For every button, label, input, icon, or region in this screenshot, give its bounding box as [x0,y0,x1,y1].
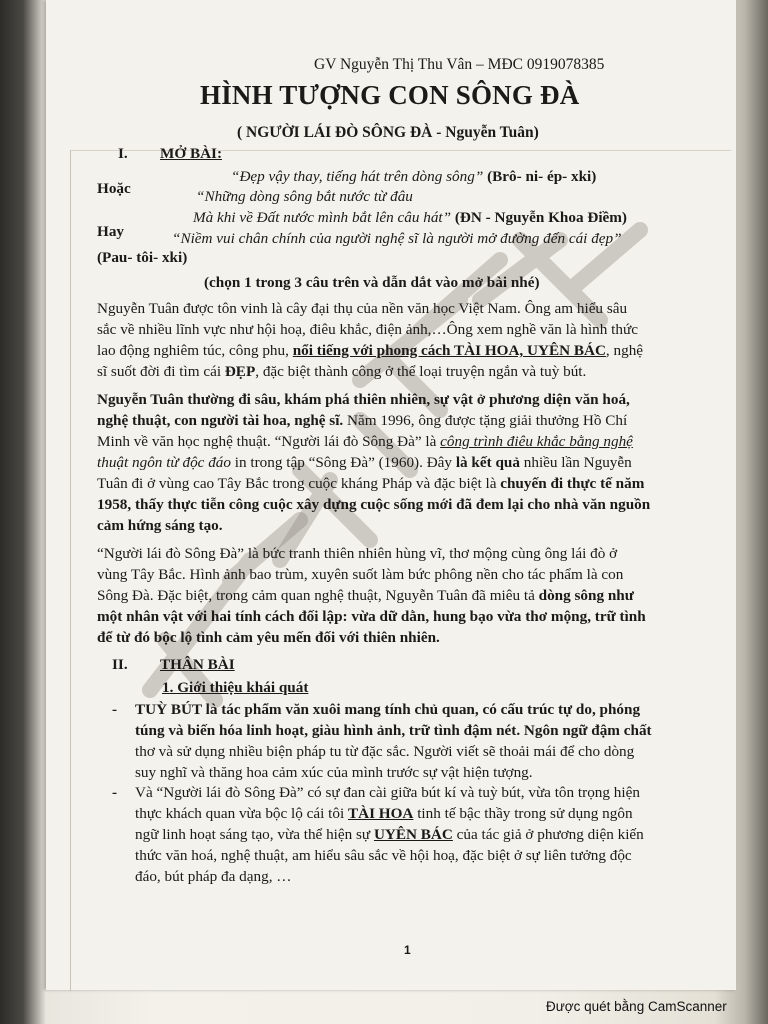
bullet2-line: đáo, bút pháp đa dạng, … [135,868,292,885]
para2-text: Minh về văn học nghệ thuật. “Người lái đò Sông Đà” là [97,433,441,450]
paragraph-2 [97,389,697,536]
para2-bold: chuyến đi thực tế năm [500,475,645,492]
para2-text: nhiều lần Nguyễn [519,454,632,471]
bullet-2 [135,782,700,887]
bullet1-bold: Ngôn ngữ đậm chất [520,722,652,739]
section-heading-intro: MỞ BÀI: [160,145,223,162]
label-hay: Hay [97,223,125,240]
bullet2-line: thức văn hoá, nghệ thuật, am hiểu sâu sắc về hội hoạ, đặc biệt ở sự liên tưởng độc [135,847,632,864]
quote-1-source: (Brô- ni- ép- xki) [483,168,597,185]
para2-text: Tuân đi ở vùng cao Tây Bắc trong cuộc kháng Pháp và đặc biệt là [97,475,501,492]
para2-line [97,410,697,431]
paragraph-3 [97,543,697,648]
para2-text: in trong tập “Sông Đà” (1960). Đây [231,454,456,471]
para3-line [97,585,697,606]
bullet1-text: là tác phẩm văn xuôi mang tính chủ quan, có cấu trúc tự do, phóng [201,701,641,718]
bullet1-line [135,699,700,720]
para2-line [97,473,697,494]
quote-2-source: (ĐN - Nguyễn Khoa Điềm) [451,209,627,226]
bullet2-text: tinh tế bậc thầy trong sử dụng ngôn [413,805,633,822]
beauty-highlight: ĐẸP [224,363,256,380]
para2-line [97,431,697,452]
para2-bold: là kết quả [455,454,520,471]
bullet1-line [135,720,700,741]
intro-instruction: (chọn 1 trong 3 câu trên và dẫn dắt vào mở bài nhé) [204,274,540,291]
para2-line: 1958, thấy thực tiễn công cuộc xây dựng cuộc sống mới đã đem lại cho nhà văn nguồn [97,496,651,513]
quote-2-line-2 [193,207,627,228]
section-heading-body: THÂN BÀI [160,656,235,673]
paragraph-1 [97,298,697,382]
para1-text: , đặc biệt thành công ở thể loại truyện ngắn và tuỳ bút. [255,363,587,380]
document-subtitle: ( NGƯỜI LÁI ĐÒ SÔNG ĐÀ - Nguyễn Tuân) [237,124,539,141]
para1-line: Nguyễn Tuân được tôn vinh là cây đại thụ của nền văn học Việt Nam. Ông am hiểu sâu [97,300,628,317]
para3-line: để từ đó bộc lộ tình cảm yêu mến đối với thiên nhiên. [97,629,440,646]
tuy-but-term: TUỲ BÚT [135,701,202,718]
para2-text: Năm 1996, ông được tặng giải thưởng Hồ Chí [343,412,628,429]
document-title: HÌNH TƯỢNG CON SÔNG ĐÀ [200,80,580,110]
para3-line: “Người lái đò Sông Đà” là bức tranh thiên nhiên hùng vĩ, thơ mộng cùng ông lái đò ở [97,545,618,562]
bullet2-line [135,824,700,845]
quote-3-text: “Niềm vui chân chính của người nghệ sĩ là người mở đường đến cái đẹp” [172,230,622,247]
para1-line [97,340,697,361]
bullet1-line: thơ và sử dụng nhiều biện pháp tu từ đặc sắc. Người viết sẽ thoải mái để cho dòng [135,743,635,760]
bullet-marker: - [112,784,118,801]
subsection-heading-1: 1. Giới thiệu khái quát [162,679,309,696]
para1-text: lao động nghiêm túc, công phu, [97,342,293,359]
page-number: 1 [404,943,411,957]
quote-2-line-1: “Những dòng sông bắt nước từ đâu [196,188,413,205]
para1-line [97,361,697,382]
quote-line-1 [231,166,596,187]
para1-line: sắc về nhiều lĩnh vực như hội hoạ, điêu khắc, điện ảnh,…Ông xem nghề văn là hình thức [97,321,638,338]
quote-1-text: “Đẹp vậy thay, tiếng hát trên dòng sông” [231,168,484,185]
para1-text: sĩ suốt đời đi tìm cái [97,363,225,380]
para2-line: cảm hứng sáng tạo. [97,517,223,534]
bullet2-line: Và “Người lái đò Sông Đà” có sự đan cài giữa bút kí và tuỳ bút, vừa tôn trọng hiện [135,784,640,801]
style-highlight: nổi tiếng với phong cách TÀI HOA, UYÊN BÁC [292,342,606,359]
camscanner-watermark: Được quét bằng CamScanner [546,999,727,1014]
para3-line: một nhân vật với hai tính cách đối lập: vừa dữ dằn, hung bạo vừa thơ mộng, trữ tình [97,608,646,625]
bullet2-text: của tác giả ở phương diện kiến [452,826,644,843]
bullet2-text: ngữ linh hoạt sáng tạo, vừa thể hiện sự [135,826,374,843]
author-contact-line: GV Nguyễn Thị Thu Vân – MĐC 0919078385 [314,56,605,73]
para1-text: , nghệ [605,342,644,359]
bullet2-line [135,803,700,824]
bullet1-line: suy nghĩ và thăng hoa cảm xúc của mình trước sự vật hiện tượng. [135,764,533,781]
para3-text: Sông Đà. Đặc biệt, trong cảm quan nghệ thuật, Nguyễn Tuân đã miêu tả [97,587,539,604]
label-hoac: Hoặc [97,180,131,197]
uyen-bac-highlight: UYÊN BÁC [373,826,453,843]
bullet1-bold: túng và biến hóa linh hoạt, giàu hình ảnh, trữ tình đậm nét. [135,722,521,739]
para2-line [97,452,697,473]
section-numeral-intro: I. [118,145,128,162]
bullet2-text: thực khách quan vừa bộc lộ cái tôi [135,805,348,822]
para2-line: Nguyễn Tuân thường đi sâu, khám phá thiên nhiên, sự vật ở phương diện văn hoá, [97,391,630,408]
tai-hoa-highlight: TÀI HOA [348,805,414,822]
bullet-marker: - [112,701,118,718]
para2-italic: công trình điêu khắc bằng nghệ [440,433,633,450]
bullet-1 [135,699,700,783]
quote-2-text: Mà khi về Đất nước mình bắt lên câu hát” [193,209,452,226]
para2-italic: thuật ngôn từ độc đáo [97,454,231,471]
para3-line: vùng Tây Bắc. Hình ảnh bao trùm, xuyên suốt làm bức phông nền cho tác phẩm là con [97,566,624,583]
para2-bold: nghệ thuật, con người tài hoa, nghệ sĩ. [97,412,344,429]
para3-bold: dòng sông như [538,587,634,604]
quote-3-source: (Pau- tôi- xki) [97,249,188,266]
section-numeral-body: II. [112,656,128,673]
